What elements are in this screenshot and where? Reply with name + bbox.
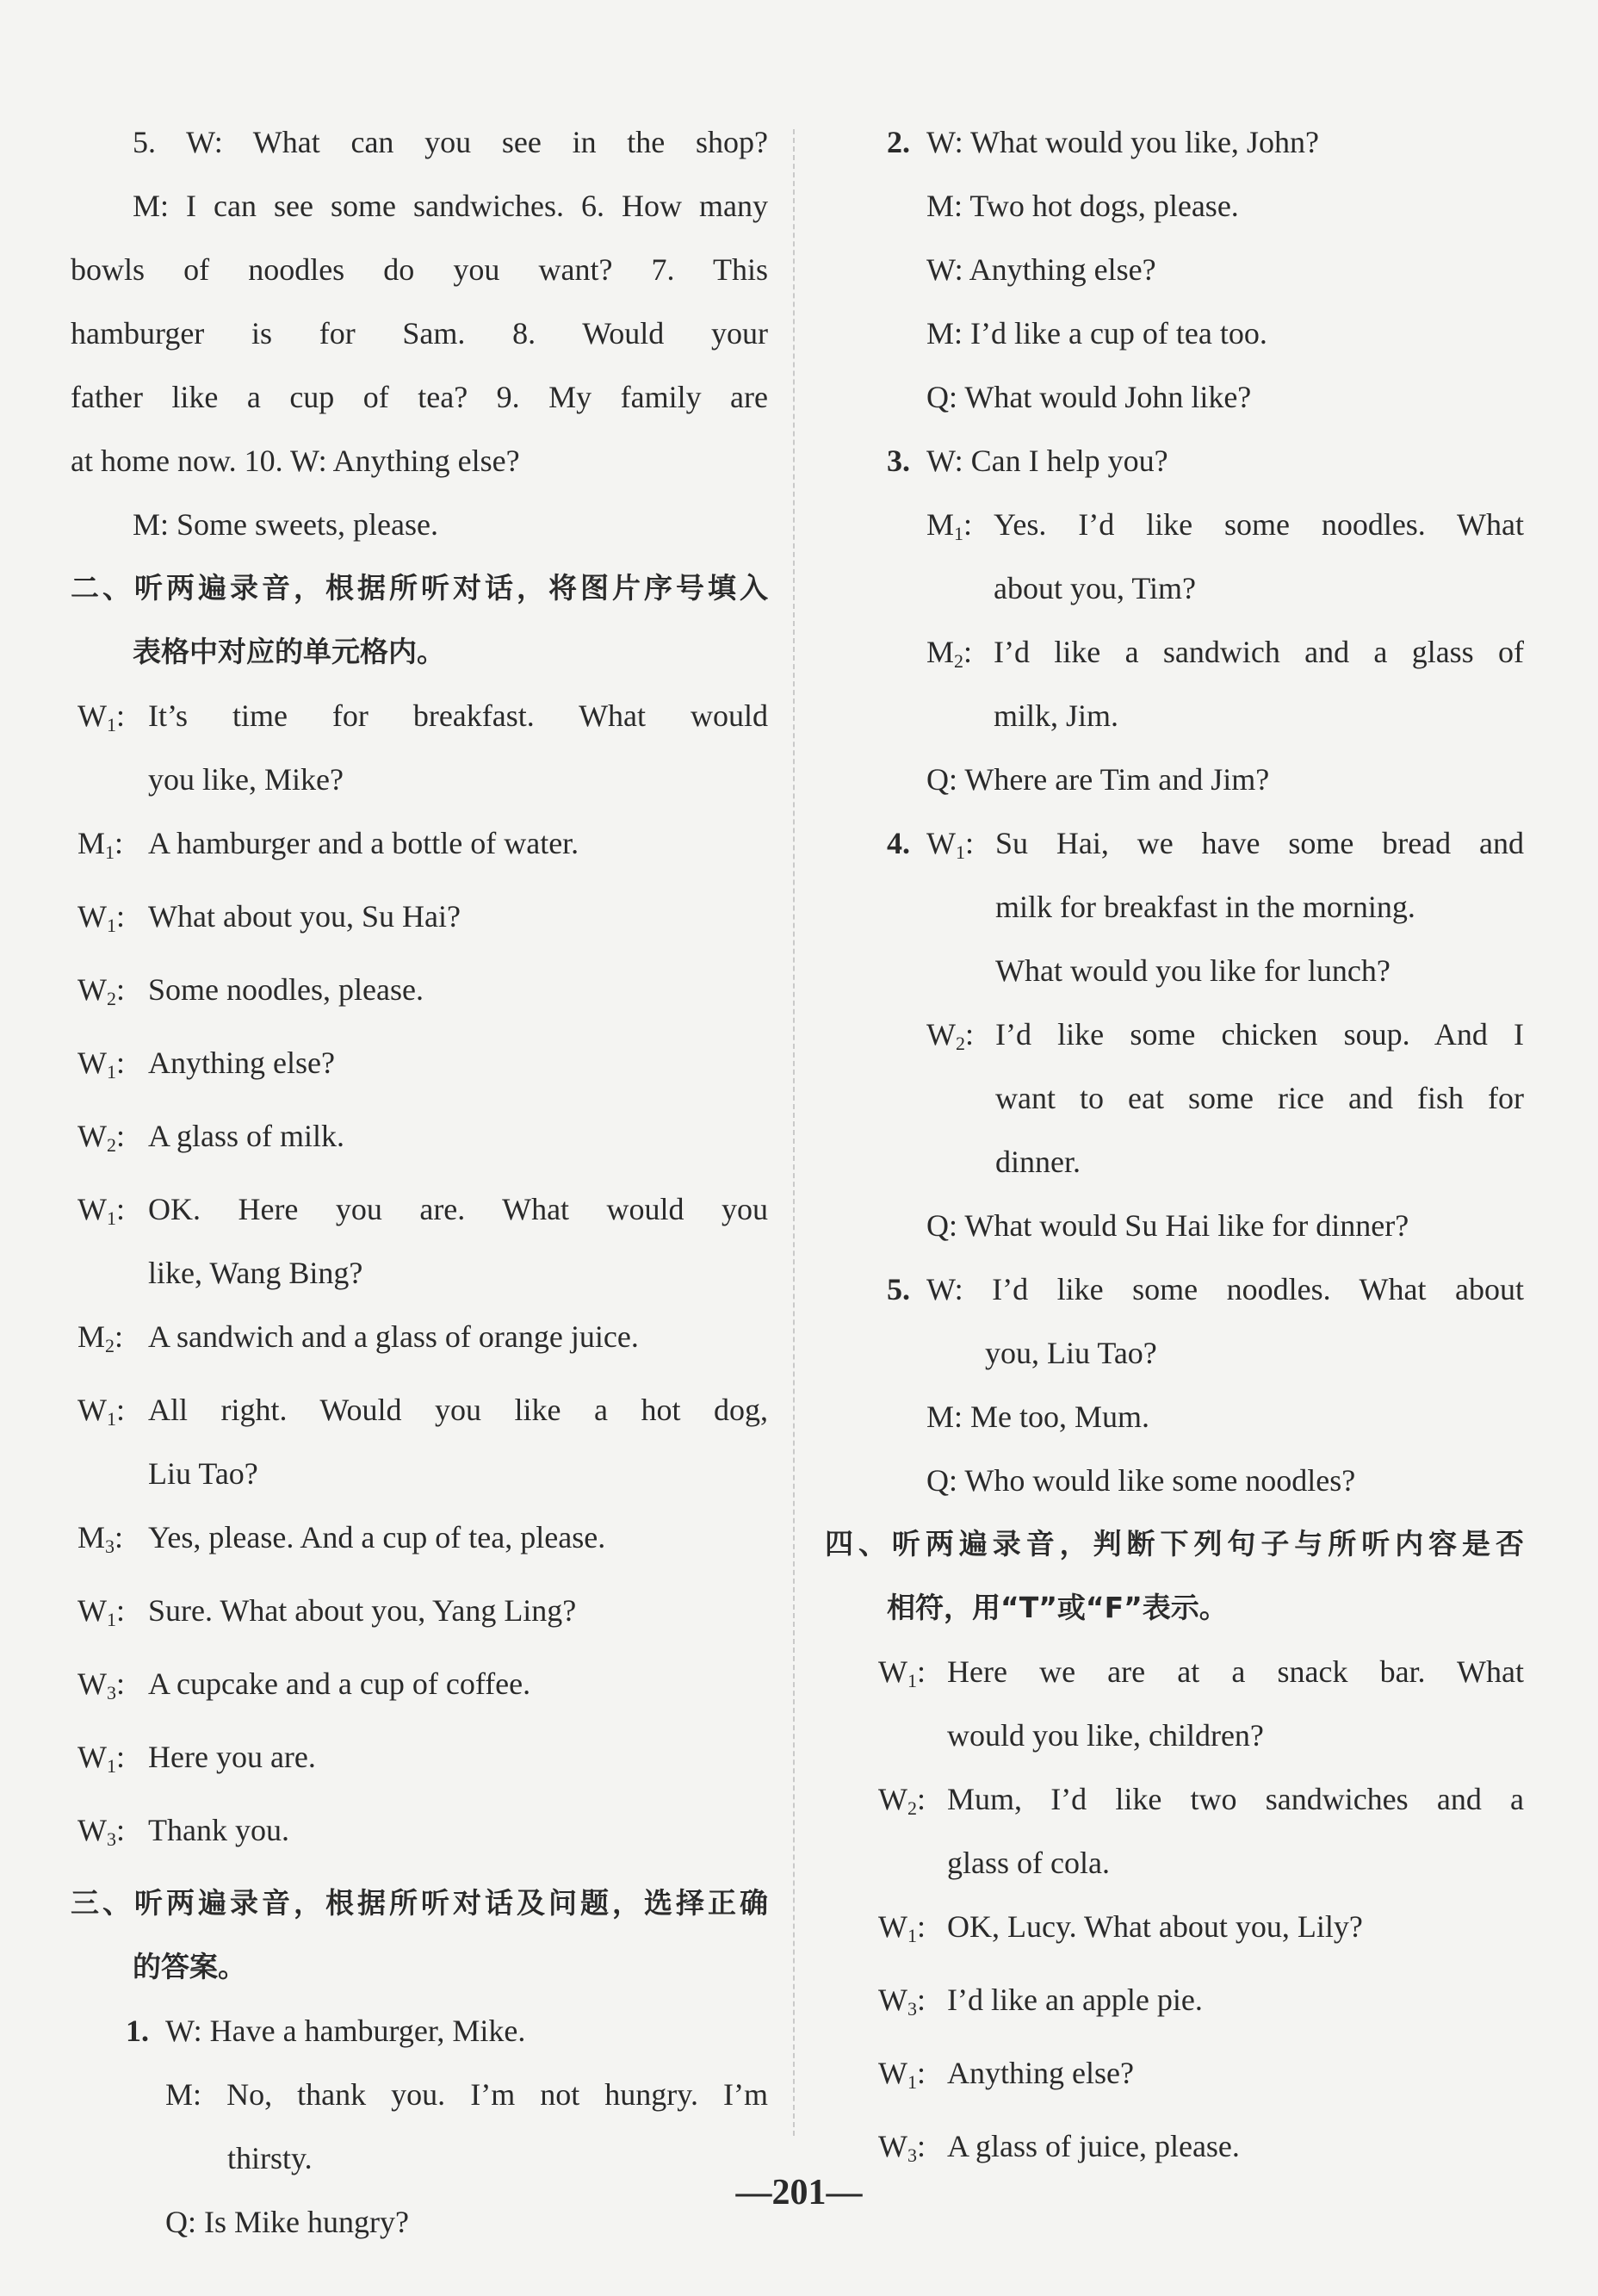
text-line: OK, Lucy. What about you, Lily? bbox=[947, 1909, 1363, 1944]
text-line: glass of cola. bbox=[947, 1846, 1110, 1880]
speaker-label: $W_2$: bbox=[878, 1782, 926, 1819]
speaker-line bbox=[825, 1002, 1524, 1194]
speaker-line bbox=[825, 811, 1524, 1002]
speaker-label: $W_3$: bbox=[878, 1983, 926, 2020]
text-line: Sure. What about you, Yang Ling? bbox=[148, 1593, 577, 1628]
dialogue bbox=[825, 1640, 1524, 2187]
text-line: Anything else? bbox=[148, 1046, 335, 1080]
section-2 bbox=[71, 556, 768, 1871]
text-line: I’d like a sandwich and a glass of bbox=[994, 635, 1524, 669]
question-1 bbox=[71, 1999, 768, 2063]
text-line: Here we are at a snack bar. What bbox=[947, 1654, 1524, 1689]
speaker-label: $W_1$: bbox=[77, 1593, 125, 1630]
text-line: you like, Mike? bbox=[148, 762, 344, 797]
section-heading: 二、听两遍录音，根据所听对话，将图片序号填入 bbox=[71, 571, 768, 605]
speaker-label: $W_1$: bbox=[878, 2056, 926, 2093]
text-line: Q: Is Mike hungry? bbox=[165, 2205, 409, 2239]
text-line: Liu Tao? bbox=[148, 1456, 258, 1491]
speaker-line bbox=[71, 884, 768, 958]
text-line: Q: Who would like some noodles? bbox=[926, 1463, 1356, 1498]
section-heading: 的答案。 bbox=[133, 1950, 246, 1983]
text-line: Anything else? bbox=[947, 2056, 1134, 2090]
question-number: 3. bbox=[887, 444, 910, 478]
speaker-label: $W_1$: bbox=[926, 826, 974, 863]
speaker-line bbox=[825, 1767, 1524, 1895]
text-line: W: Have a hamburger, Mike. bbox=[165, 2014, 526, 2048]
question-5 bbox=[825, 1257, 1524, 1512]
text-line: Su Hai, we have some bread and bbox=[995, 826, 1524, 860]
text-line: milk for breakfast in the morning. bbox=[995, 890, 1415, 924]
question-number: 2. bbox=[887, 125, 910, 159]
speaker-label: $W_2$: bbox=[77, 972, 125, 1009]
text-line: you, Liu Tao? bbox=[985, 1336, 1157, 1370]
text-line: bowls of noodles do you want? 7. This bbox=[71, 252, 768, 287]
text-line: It’s time for breakfast. What would bbox=[148, 698, 768, 733]
speaker-line bbox=[71, 1505, 768, 1579]
left-column bbox=[71, 110, 768, 2254]
speaker-line bbox=[825, 1968, 1524, 2041]
text-line: What about you, Su Hai? bbox=[148, 899, 461, 934]
question-number: 5. bbox=[887, 1272, 910, 1306]
text-line: Yes, please. And a cup of tea, please. bbox=[148, 1520, 606, 1554]
page-number: —201— bbox=[735, 2173, 863, 2212]
speaker-label: $W_1$: bbox=[77, 698, 125, 735]
question-3 bbox=[825, 429, 1524, 811]
text-line: A cupcake and a cup of coffee. bbox=[148, 1666, 531, 1701]
text-line: M: Some sweets, please. bbox=[133, 507, 438, 542]
speaker-line bbox=[825, 2041, 1524, 2114]
text-line: M: Two hot dogs, please. bbox=[926, 189, 1239, 223]
text-line: dinner. bbox=[995, 1145, 1081, 1179]
speaker-line bbox=[71, 1652, 768, 1725]
text-line: about you, Tim? bbox=[994, 571, 1197, 605]
text-line: M: I can see some sandwiches. 6. How many bbox=[133, 189, 768, 223]
speaker-label: $W_1$: bbox=[77, 899, 125, 936]
text-line: want to eat some rice and fish for bbox=[995, 1081, 1524, 1115]
text-line: OK. Here you are. What would you bbox=[148, 1192, 768, 1226]
text-line: A glass of milk. bbox=[148, 1119, 345, 1153]
text-line: Mum, I’d like two sandwiches and a bbox=[947, 1782, 1524, 1816]
speaker-label: $M_1$: bbox=[926, 507, 973, 544]
text-line: hamburger is for Sam. 8. Would your bbox=[71, 316, 768, 351]
section-heading: 三、听两遍录音，根据所听对话及问题，选择正确 bbox=[71, 1886, 768, 1920]
text-line: W: I’d like some noodles. What about bbox=[926, 1272, 1524, 1306]
speaker-line bbox=[71, 811, 768, 884]
text-line: Q: What would Su Hai like for dinner? bbox=[926, 1208, 1409, 1243]
text-line: thirsty. bbox=[227, 2141, 313, 2175]
text-line: W: Can I help you? bbox=[926, 444, 1168, 478]
text-line: W: Anything else? bbox=[926, 252, 1156, 287]
speaker-line bbox=[71, 1798, 768, 1871]
speaker-line bbox=[825, 620, 1524, 748]
text-line: Some noodles, please. bbox=[148, 972, 424, 1007]
speaker-line bbox=[71, 1725, 768, 1798]
speaker-label: $M_2$: bbox=[77, 1319, 124, 1356]
speaker-label: $M_1$: bbox=[77, 826, 124, 863]
text-line: A sandwich and a glass of orange juice. bbox=[148, 1319, 639, 1354]
text-line: I’d like an apple pie. bbox=[947, 1983, 1203, 2017]
text-line: M: Me too, Mum. bbox=[926, 1399, 1150, 1434]
speaker-label: $W_1$: bbox=[77, 1740, 125, 1777]
speaker-line bbox=[71, 684, 768, 811]
text-line: Yes. I’d like some noodles. What bbox=[994, 507, 1524, 542]
speaker-label: $W_2$: bbox=[77, 1119, 125, 1156]
section-heading: 相符，用“T”或“F”表示。 bbox=[887, 1591, 1228, 1624]
speaker-label: $M_3$: bbox=[77, 1520, 124, 1557]
text-line: 5. W: What can you see in the shop? bbox=[133, 125, 768, 159]
text-line: Here you are. bbox=[148, 1740, 316, 1774]
speaker-label: $W_1$: bbox=[878, 1654, 926, 1691]
text-line: would you like, children? bbox=[947, 1718, 1264, 1753]
text-line: I’d like some chicken soup. And I bbox=[995, 1017, 1524, 1052]
column-divider bbox=[793, 129, 795, 2136]
speaker-line bbox=[71, 958, 768, 1031]
speaker-line bbox=[71, 1031, 768, 1104]
text-line: father like a cup of tea? 9. My family are bbox=[71, 380, 768, 414]
exercise-5-10 bbox=[71, 110, 768, 556]
dialogue bbox=[71, 684, 768, 1871]
speaker-line bbox=[71, 1305, 768, 1378]
text-line: milk, Jim. bbox=[994, 698, 1119, 733]
question-2 bbox=[825, 110, 1524, 429]
speaker-line bbox=[71, 1378, 768, 1505]
text-line: like, Wang Bing? bbox=[148, 1256, 363, 1290]
text-line: W: What would you like, John? bbox=[926, 125, 1319, 159]
speaker-label: $W_3$: bbox=[878, 2129, 926, 2166]
speaker-label: $W_1$: bbox=[77, 1046, 125, 1083]
text-line: Q: Where are Tim and Jim? bbox=[926, 762, 1270, 797]
text-line: A hamburger and a bottle of water. bbox=[148, 826, 579, 860]
speaker-label: $W_1$: bbox=[878, 1909, 926, 1946]
right-column bbox=[825, 110, 1524, 2187]
question-4 bbox=[825, 811, 1524, 1257]
speaker-label: $W_1$: bbox=[77, 1192, 125, 1229]
section-heading: 四、听两遍录音，判断下列句子与所听内容是否 bbox=[825, 1527, 1524, 1561]
text-line: All right. Would you like a hot dog, bbox=[148, 1393, 768, 1427]
text-line: Thank you. bbox=[148, 1813, 289, 1847]
speaker-label: $W_1$: bbox=[77, 1393, 125, 1430]
speaker-line bbox=[825, 1640, 1524, 1767]
text-line: Q: What would John like? bbox=[926, 380, 1252, 414]
speaker-line bbox=[825, 1895, 1524, 1968]
speaker-label: $W_3$: bbox=[77, 1813, 125, 1850]
question-number: 4. bbox=[887, 826, 910, 860]
text-line: What would you like for lunch? bbox=[995, 953, 1391, 988]
text-line: at home now. 10. W: Anything else? bbox=[71, 444, 520, 478]
speaker-line bbox=[71, 1177, 768, 1305]
speaker-label: $M_2$: bbox=[926, 635, 973, 672]
speaker-line bbox=[71, 1579, 768, 1652]
section-4 bbox=[825, 1512, 1524, 2187]
section-heading: 表格中对应的单元格内。 bbox=[133, 635, 445, 668]
speaker-label: $W_3$: bbox=[77, 1666, 125, 1703]
text-line: A glass of juice, please. bbox=[947, 2129, 1240, 2163]
question-number: 1. bbox=[126, 2014, 149, 2048]
speaker-label: $W_2$: bbox=[926, 1017, 974, 1054]
text-line: M: I’d like a cup of tea too. bbox=[926, 316, 1267, 351]
speaker-line bbox=[825, 493, 1524, 620]
text-line: M: No, thank you. I’m not hungry. I’m bbox=[165, 2077, 768, 2112]
speaker-line bbox=[71, 1104, 768, 1177]
